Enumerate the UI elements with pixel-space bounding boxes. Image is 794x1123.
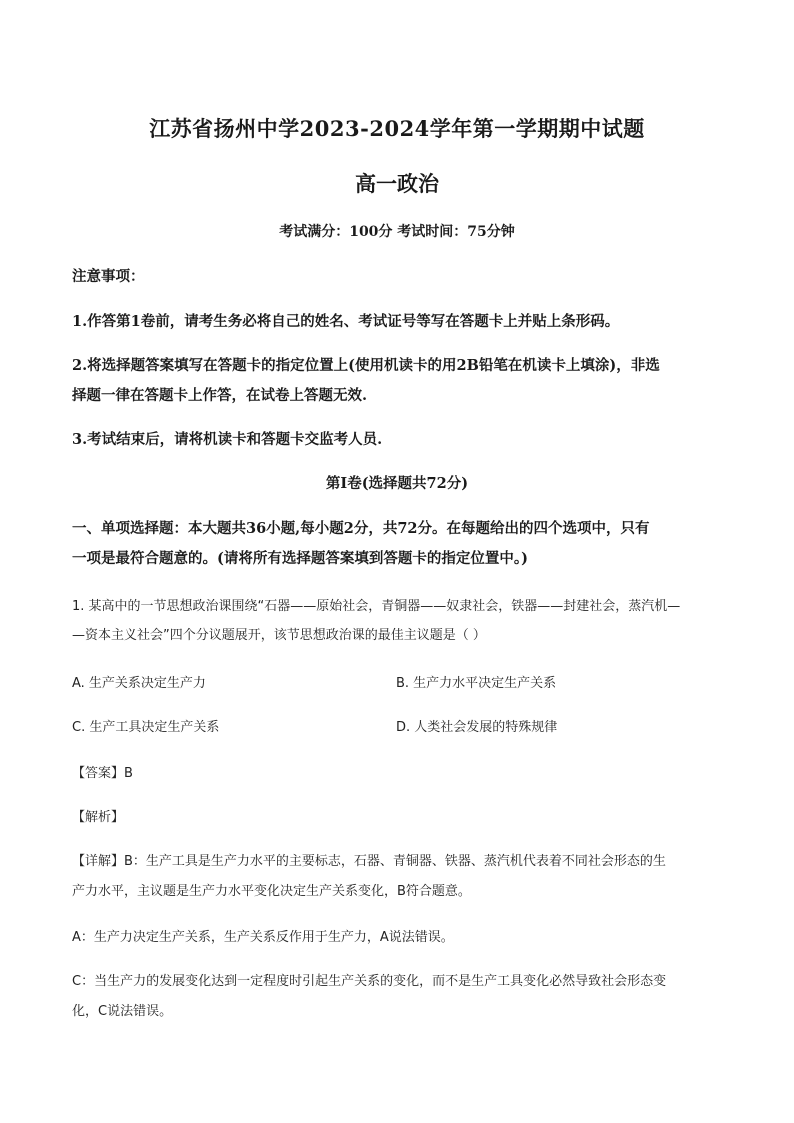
option-c-explanation: 化，C说法错误。 — [72, 1004, 173, 1019]
notice-item: 2.将选择题答案填写在答题卡的指定位置上(使用机读卡的用2B铅笔在机读卡上填涂)，非选 — [72, 357, 660, 374]
option-c-explanation: C：当生产力的发展变化达到一定程度时引起生产关系的变化，而不是生产工具变化必然导致社会形态变 — [72, 974, 667, 989]
answer-line: 【答案】B — [72, 766, 133, 781]
option-d: D. 人类社会发展的特殊规律 — [396, 720, 558, 735]
option-a: A. 生产关系决定生产力 — [72, 676, 206, 691]
notice-item: 1.作答第1卷前，请考生务必将自己的姓名、考试证号等写在答题卡上并贴上条形码。 — [72, 313, 620, 330]
question-stem: 1. 某高中的一节思想政治课围绕“石器——原始社会，青铜器——奴隶社会，铁器——封建社会，蒸汽机— — [72, 599, 681, 614]
analysis-tag: 【解析】 — [72, 810, 125, 825]
notice-item: 3.考试结束后，请将机读卡和答题卡交监考人员. — [72, 431, 383, 448]
exam-title: 江苏省扬州中学2023-2024学年第一学期期中试题 — [149, 116, 645, 141]
detail-explanation: 【详解】B：生产工具是生产力水平的主要标志，石器、青铜器、铁器、蒸汽机代表着不同社会形态的生 — [72, 854, 666, 869]
notice-heading: 注意事项： — [72, 268, 145, 285]
option-a-explanation: A：生产力决定生产关系，生产关系反作用于生产力，A说法错误。 — [72, 930, 454, 945]
section-instruction: 一项是最符合题意的。(请将所有选择题答案填到答题卡的指定位置中。) — [72, 550, 528, 567]
notice-item: 择题一律在答题卡上作答，在试卷上答题无效. — [72, 387, 368, 404]
detail-explanation: 产力水平，主议题是生产力水平变化决定生产关系变化，B符合题意。 — [72, 884, 471, 899]
option-b: B. 生产力水平决定生产关系 — [396, 676, 557, 691]
section-title: 第Ⅰ卷(选择题共72分) — [325, 475, 469, 492]
subject-title: 高一政治 — [355, 171, 439, 196]
question-stem: —资本主义社会”四个分议题展开，该节思想政治课的最佳主议题是（ ） — [72, 628, 486, 643]
option-c: C. 生产工具决定生产关系 — [72, 720, 220, 735]
exam-meta: 考试满分：100分 考试时间：75分钟 — [279, 224, 515, 240]
section-instruction: 一、单项选择题：本大题共36小题,每小题2分，共72分。在每题给出的四个选项中，只有 — [72, 520, 650, 537]
